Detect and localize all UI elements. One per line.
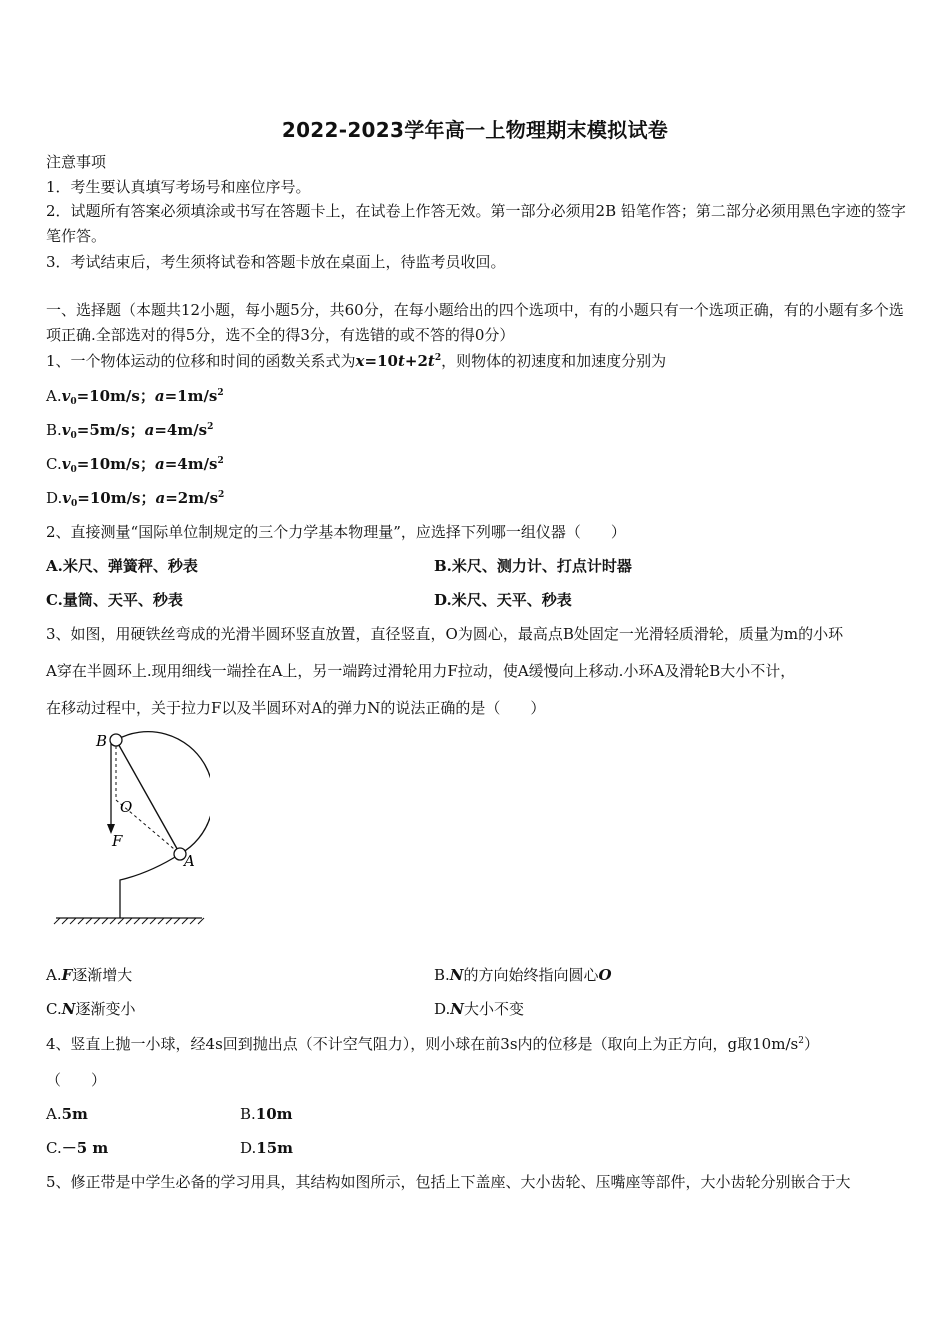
- notice-item-1: 1．考生要认真填写考场号和座位序号。: [46, 178, 311, 196]
- q3-stem-line-2: A穿在半圆环上.现用细线一端拴在A上，另一端跨过滑轮用力F拉动，使A缓慢向上移动.小环A及滑轮B大小不计，: [46, 662, 796, 680]
- q3-option-c[interactable]: C.N逐渐变小: [46, 1000, 136, 1018]
- label-o: O: [120, 798, 133, 816]
- q3-option-b[interactable]: B.N的方向始终指向圆心O: [434, 966, 612, 984]
- support-post: [120, 854, 180, 918]
- q2-option-b[interactable]: B.米尺、测力计、打点计时器: [434, 557, 632, 575]
- semicircle-ring: [116, 732, 210, 854]
- q2-stem: 2、直接测量“国际单位制规定的三个力学基本物理量”，应选择下列哪一组仪器（ ）: [46, 523, 626, 541]
- q2-option-d[interactable]: D.米尺、天平、秒表: [434, 591, 572, 609]
- q1-option-d[interactable]: $D.v_0=10m/s$；$a=2m/s^2$: [46, 489, 225, 509]
- q4-option-c[interactable]: C.－5 m: [46, 1139, 109, 1157]
- label-f: F: [112, 832, 123, 850]
- q4-stem: 4、竖直上抛一小球，经4s回到抛出点（不计空气阻力），则小球在前3s内的位移是（取向上为正方向，g取$10m/s^2$）: [46, 1035, 819, 1053]
- q4-option-b[interactable]: B.10m: [240, 1105, 293, 1123]
- notice-heading: 注意事项: [46, 153, 107, 171]
- pulley-b: [110, 734, 122, 746]
- q1-option-a[interactable]: $A.v_0=10m/s$；$a=1m/s^2$: [46, 387, 224, 407]
- page-title: 2022-2023学年高一上物理期末模拟试卷: [281, 118, 669, 142]
- notice-item-2: 2．试题所有答案必须填涂或书写在答题卡上，在试卷上作答无效。第一部分必须用2B 铅笔作答；第二部分必须用黑色字迹的签字笔作答。: [46, 202, 906, 245]
- notice-item-3: 3．考试结束后，考生须将试卷和答题卡放在桌面上，待监考员收回。: [46, 253, 506, 271]
- q1-option-c[interactable]: $C.v_0=10m/s$；$a=4m/s^2$: [46, 455, 224, 475]
- q4-answer-blank: （ ）: [46, 1071, 107, 1089]
- label-a: A: [184, 852, 195, 870]
- q4-option-d[interactable]: D.15m: [240, 1139, 294, 1157]
- q3-option-a[interactable]: A.F逐渐增大: [46, 966, 133, 984]
- q2-option-c[interactable]: C.量筒、天平、秒表: [46, 591, 183, 609]
- ground-hatching: [54, 918, 204, 924]
- section-heading: 一、选择题（本题共12小题，每小题5分，共60分，在每小题给出的四个选项中，有的小题只有一个选项正确，有的小题有多个选项正确.全部选对的得5分，选不全的得3分，有选错的或不答的得0分）: [46, 301, 904, 344]
- q5-stem: 5、修正带是中学生必备的学习用具，其结构如图所示，包括上下盖座、大小齿轮、压嘴座等部件，大小齿轮分别嵌合于大: [46, 1173, 851, 1191]
- q3-option-d[interactable]: D.N大小不变: [434, 1000, 524, 1018]
- q1-stem: 1、一个物体运动的位移和时间的函数关系式为$x=10t+2t^2$，则物体的初速度和加速度分别为: [46, 352, 667, 370]
- q2-option-a[interactable]: A.米尺、弹簧秤、秒表: [46, 557, 198, 575]
- q3-figure: [50, 728, 210, 928]
- q1-option-b[interactable]: $B.v_0=5m/s$；$a=4m/s^2$: [46, 421, 214, 441]
- label-b: B: [96, 732, 108, 750]
- q3-stem-line-1: 3、如图，用硬铁丝弯成的光滑半圆环竖直放置，直径竖直，O为圆心，最高点B处固定一光滑轻质滑轮，质量为m的小环: [46, 625, 844, 643]
- q3-stem-line-3: 在移动过程中，关于拉力F以及半圆环对A的弹力N的说法正确的是（ ）: [46, 699, 546, 717]
- q4-option-a[interactable]: A.5m: [46, 1105, 88, 1123]
- rope-line: [116, 740, 180, 854]
